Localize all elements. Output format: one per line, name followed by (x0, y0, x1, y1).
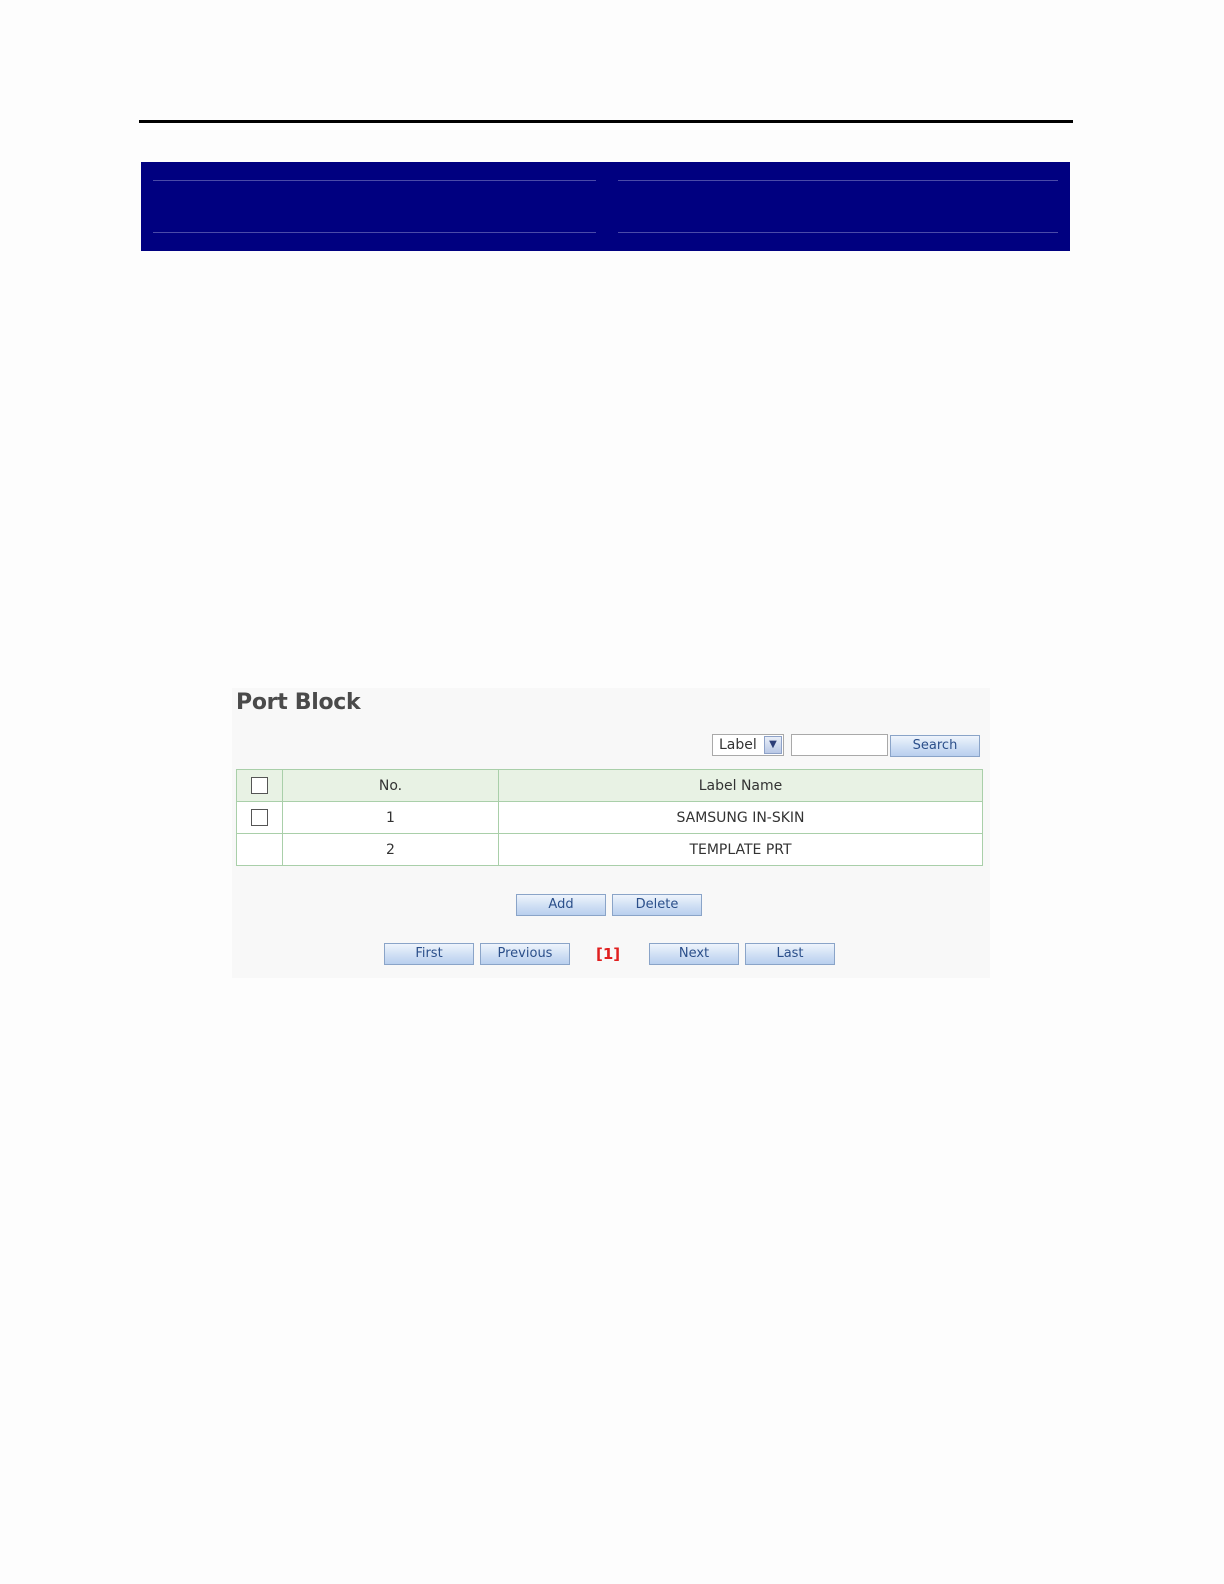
table-header-row (237, 770, 983, 802)
select-all-checkbox[interactable] (251, 777, 268, 794)
row-label-name: SAMSUNG IN-SKIN (499, 802, 983, 834)
column-header-label-name: Label Name (499, 770, 983, 802)
first-page-button[interactable]: First (384, 943, 474, 965)
banner-divider (618, 180, 1058, 181)
search-button[interactable]: Search (890, 735, 980, 757)
column-header-no: No. (283, 770, 499, 802)
add-button[interactable]: Add (516, 894, 606, 916)
row-checkbox[interactable] (251, 809, 268, 826)
search-field-select[interactable] (712, 734, 784, 756)
table-row (237, 802, 983, 834)
banner-divider (618, 232, 1058, 233)
row-select-cell (237, 834, 283, 866)
banner-divider (153, 232, 596, 233)
row-select-cell (237, 802, 283, 834)
banner-divider (153, 180, 596, 181)
current-page-indicator[interactable]: [1] (596, 945, 621, 963)
page-title: Port Block (236, 690, 361, 715)
header-banner (141, 162, 1070, 251)
select-all-cell (237, 770, 283, 802)
search-field-value: Label (719, 737, 757, 753)
row-no: 1 (283, 802, 499, 834)
port-block-table (236, 769, 983, 866)
table-row (237, 834, 983, 866)
delete-button[interactable]: Delete (612, 894, 702, 916)
next-page-button[interactable]: Next (649, 943, 739, 965)
previous-page-button[interactable]: Previous (480, 943, 570, 965)
row-label-name: TEMPLATE PRT (499, 834, 983, 866)
port-block-panel (232, 688, 990, 978)
chevron-down-icon[interactable]: ▼ (764, 736, 782, 754)
top-rule (139, 120, 1073, 123)
search-input[interactable] (791, 734, 888, 756)
last-page-button[interactable]: Last (745, 943, 835, 965)
row-no: 2 (283, 834, 499, 866)
